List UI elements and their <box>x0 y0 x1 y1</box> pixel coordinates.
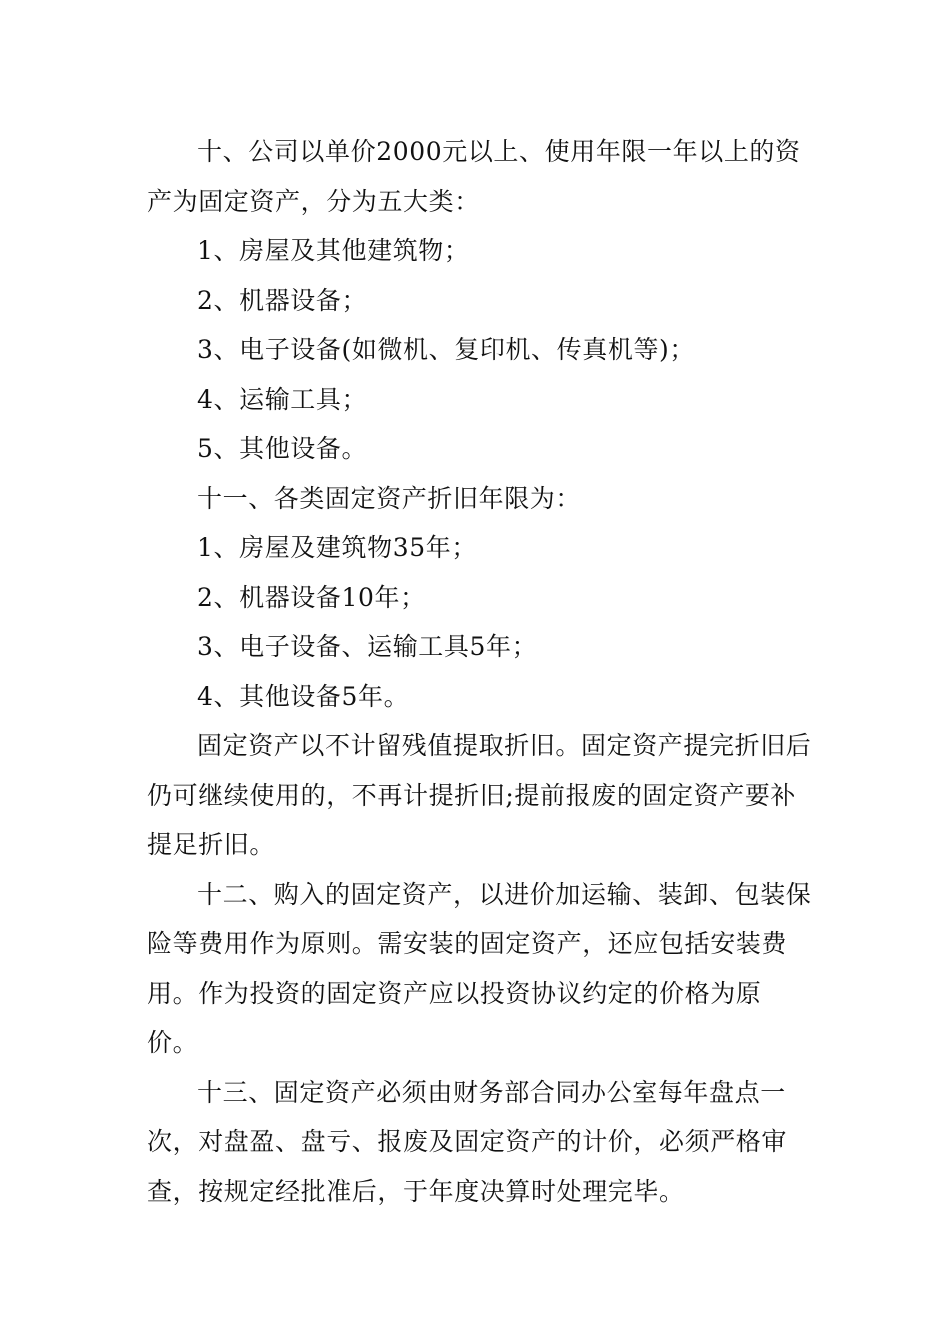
paragraph-11: 十一、各类固定资产折旧年限为： <box>197 483 582 513</box>
list-item-10-4: 4、运输工具； <box>197 384 368 414</box>
list-item-10-1: 1、房屋及其他建筑物； <box>197 236 470 265</box>
list-item-11-1: 1、房屋及建筑物35年； <box>197 533 477 562</box>
list-item-10-2: 2、机器设备； <box>197 285 368 315</box>
list-item-11-3: 3、电子设备、运输工具5年； <box>197 632 538 661</box>
paragraph-12: 十二、购入的固定资产，以进价加运输、装卸、包装保险等费用作为原则。需安装的固定资产，还应包括安装费用。作为投资的固定资产应以投资协议约定的价格为原价。 <box>147 879 812 1057</box>
paragraph-13: 十三、固定资产必须由财务部合同办公室每年盘点一次，对盘盈、盘亏、报废及固定资产的计价，必须严格审查，按规定经批准后，于年度决算时处理完毕。 <box>147 1077 788 1206</box>
document-body <box>147 127 812 1216</box>
list-item-10-3: 3、电子设备(如微机、复印机、传真机等)； <box>197 335 696 364</box>
list-item-11-4: 4、其他设备5年。 <box>197 681 410 711</box>
paragraph-10: 十、公司以单价2000元以上、使用年限一年以上的资产为固定资产，分为五大类： <box>147 137 801 216</box>
list-item-10-5: 5、其他设备。 <box>197 434 368 463</box>
paragraph-depreciation: 固定资产以不计留残值提取折旧。固定资产提完折旧后仍可继续使用的，不再计提折旧;提前报废的固定资产要补提足折旧。 <box>147 731 812 859</box>
list-item-11-2: 2、机器设备10年； <box>197 582 426 612</box>
